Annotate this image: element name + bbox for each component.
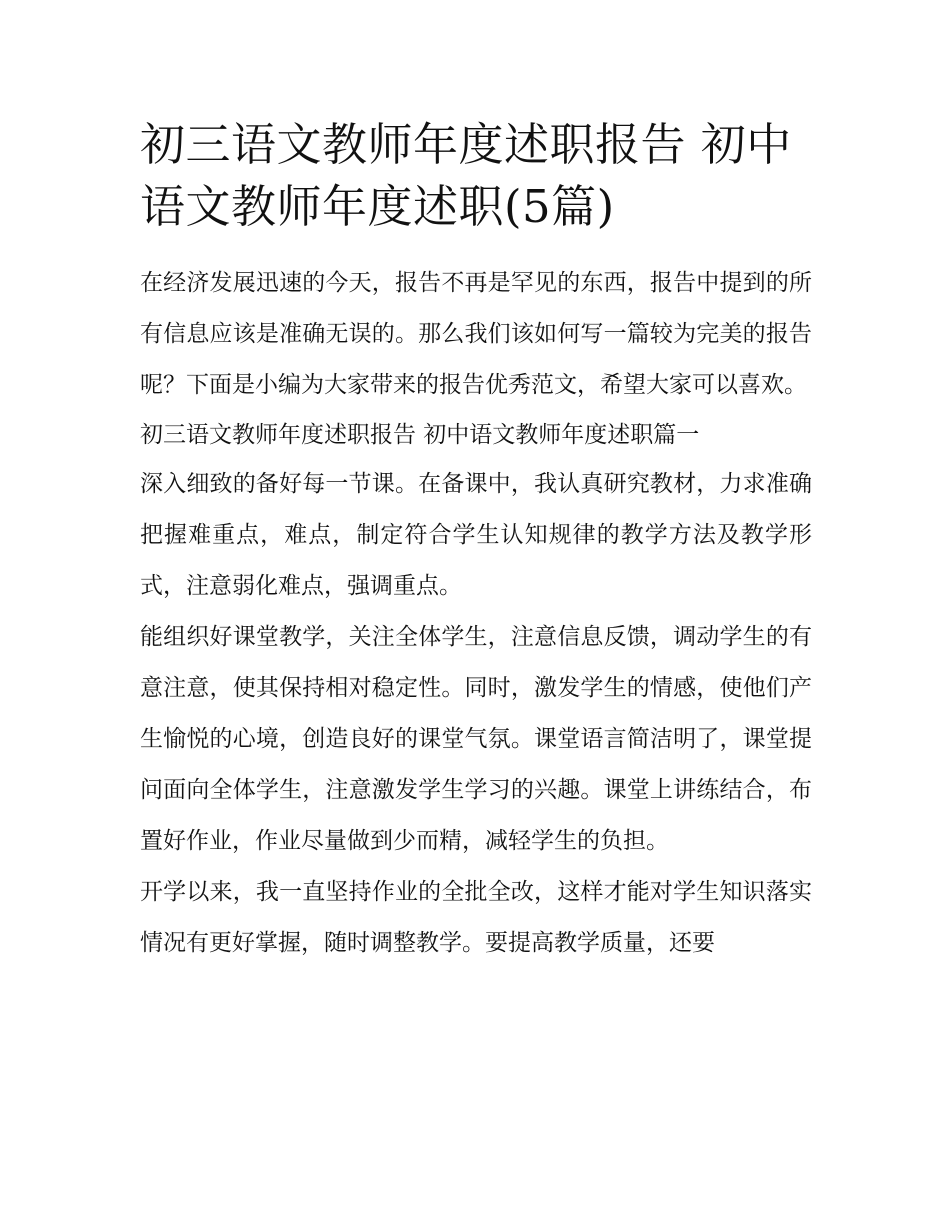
intro-paragraph: 在经济发展迅速的今天，报告不再是罕见的东西，报告中提到的所有信息应该是准确无误的。那么我们该如何写一篇较为完美的报告呢？下面是小编为大家带来的报告优秀范文，希望大家可以喜欢。 [140, 270, 812, 398]
document-title: 初三语文教师年度述职报告 初中语文教师年度述职(5篇) [140, 118, 792, 233]
body-paragraph: 深入细致的备好每一节课。在备课中，我认真研究教材，力求准确把握难重点，难点，制定符合学生认知规律的教学方法及教学形式，注意弱化难点，强调重点。 [140, 471, 812, 599]
body-paragraph: 开学以来，我一直坚持作业的全批全改，这样才能对学生知识落实情况有更好掌握，随时调整教学。要提高教学质量，还要 [140, 879, 812, 956]
section-heading: 初三语文教师年度述职报告 初中语文教师年度述职篇一 [140, 422, 700, 448]
body-paragraph: 能组织好课堂教学，关注全体学生，注意信息反馈，调动学生的有意注意，使其保持相对稳定性。同时，激发学生的情感，使他们产生愉悦的心境，创造良好的课堂气氛。课堂语言简洁明了，课堂提问面向全体学生，注意激发学生学习的兴趣。课堂上讲练结合，布置好作业，作业尽量做到少而精，减轻学生的负担。 [140, 624, 812, 854]
document-page [140, 114, 812, 969]
